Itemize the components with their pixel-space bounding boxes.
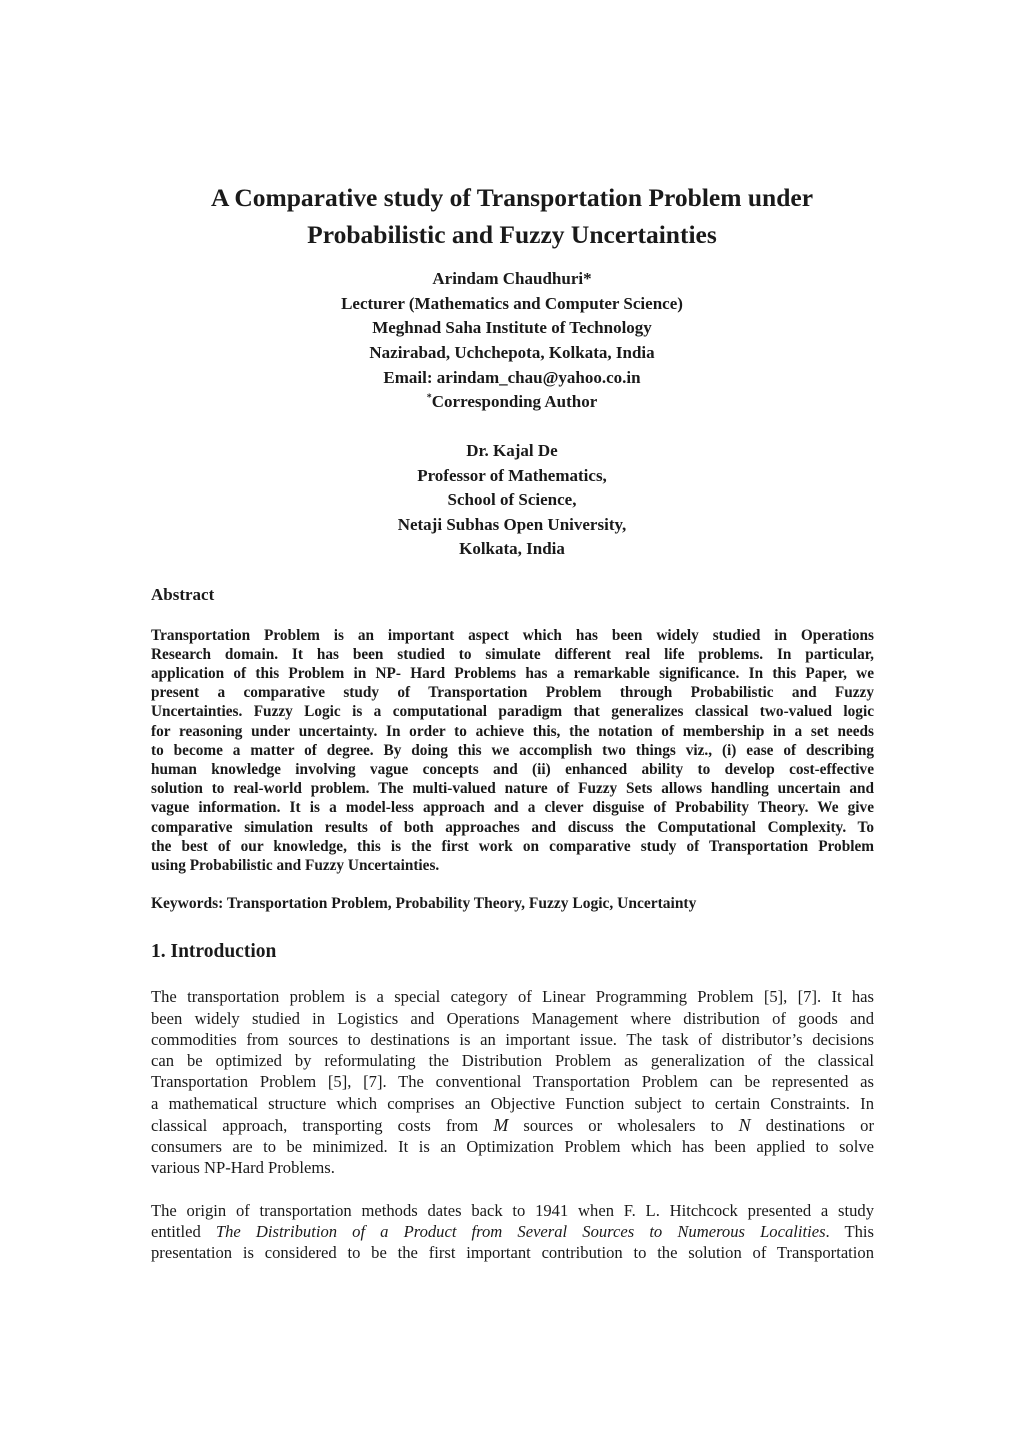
abstract-line: solution to real-world problem. The multi-valued nature of Fuzzy Sets allows handling uncertain and: [151, 780, 874, 797]
paper-title-line-2: Probabilistic and Fuzzy Uncertainties: [307, 220, 717, 249]
paper-title-line-1: A Comparative study of Transportation Problem under: [210, 183, 814, 212]
author1-institute: Meghnad Saha Institute of Technology: [372, 318, 652, 337]
abstract-line: Transportation Problem is an important aspect which has been widely studied in Operations: [151, 627, 874, 644]
corresponding-author-label: Corresponding Author: [431, 392, 598, 411]
abstract-line: vague information. It is a model-less approach and a clever disguise of Probability Theory. We give: [151, 799, 874, 816]
body-line: The origin of transportation methods dates back to 1941 when F. L. Hitchcock presented a study: [151, 1201, 874, 1220]
footnote-mark: *: [426, 392, 432, 404]
author1-position: Lecturer (Mathematics and Computer Science): [341, 294, 683, 313]
author2-university: Netaji Subhas Open University,: [397, 515, 627, 534]
abstract-line: Research domain. It has been studied to simulate different real life problems. In particular,: [151, 646, 874, 663]
author1-address: Nazirabad, Uchchepota, Kolkata, India: [369, 343, 655, 362]
abstract-line: the best of our knowledge, this is the first work on comparative study of Transportation Problem: [151, 838, 874, 855]
abstract-line: present a comparative study of Transportation Problem through Probabilistic and Fuzzy: [151, 684, 874, 701]
corresponding-author-note: [150, 390, 874, 414]
text-segment: . This: [825, 1222, 874, 1241]
body-line-with-math: [151, 1114, 874, 1137]
text-segment: destinations or: [765, 1116, 874, 1135]
body-line: Transportation Problem [5], [7]. The conventional Transportation Problem can be represented as: [151, 1072, 874, 1091]
abstract-line: application of this Problem in NP- Hard Problems has a remarkable significance. In this Paper, we: [151, 665, 874, 682]
author2-name: Dr. Kajal De: [466, 441, 558, 460]
body-line: presentation is considered to be the first important contribution to the solution of Transportation: [151, 1243, 874, 1262]
math-variable-m: M: [493, 1115, 509, 1135]
keywords: Keywords: Transportation Problem, Probability Theory, Fuzzy Logic, Uncertainty: [151, 895, 697, 912]
text-segment: classical approach, transporting costs from: [151, 1116, 479, 1135]
cited-work-title: The Distribution of a Product from Several Sources to Numerous Localities: [215, 1222, 826, 1241]
text-segment: entitled: [151, 1222, 201, 1241]
abstract-line: Uncertainties. Fuzzy Logic is a computational paradigm that generalizes classical two-valued logic: [151, 703, 874, 720]
body-line: a mathematical structure which comprises an Objective Function subject to certain Constraints. In: [151, 1094, 874, 1113]
author1-email: Email: arindam_chau@yahoo.co.in: [383, 368, 641, 387]
abstract-line: to become a matter of degree. By doing this we accomplish two things viz., (i) ease of describing: [151, 742, 874, 759]
author2-position: Professor of Mathematics,: [417, 466, 607, 485]
body-line: commodities from sources to destinations is an important issue. The task of distributor’s decisions: [151, 1030, 874, 1049]
abstract-line: human knowledge involving vague concepts and (ii) enhanced ability to develop cost-effective: [151, 761, 874, 778]
section-heading-introduction: 1. Introduction: [151, 941, 277, 962]
author2-school: School of Science,: [447, 490, 577, 509]
body-line: The transportation problem is a special category of Linear Programming Problem [5], [7]. It has: [151, 987, 874, 1006]
abstract-heading: Abstract: [151, 585, 215, 604]
body-line: consumers are to be minimized. It is an Optimization Problem which has been applied to solve: [151, 1137, 874, 1156]
author1-name: Arindam Chaudhuri*: [432, 269, 592, 288]
body-line: been widely studied in Logistics and Operations Management where distribution of goods and: [151, 1009, 874, 1028]
text-segment: sources or wholesalers to: [523, 1116, 724, 1135]
author2-city: Kolkata, India: [459, 539, 565, 558]
abstract-line: comparative simulation results of both approaches and discuss the Computational Complexity. To: [151, 819, 874, 836]
body-line: can be optimized by reformulating the Distribution Problem as generalization of the classical: [151, 1051, 874, 1070]
body-line-with-title: [151, 1221, 874, 1243]
body-line: various NP-Hard Problems.: [151, 1158, 335, 1177]
math-variable-n: N: [738, 1115, 751, 1135]
abstract-line: using Probabilistic and Fuzzy Uncertainties.: [151, 857, 440, 874]
abstract-line: for reasoning under uncertainty. In order to achieve this, the notation of membership in a set needs: [151, 723, 874, 740]
